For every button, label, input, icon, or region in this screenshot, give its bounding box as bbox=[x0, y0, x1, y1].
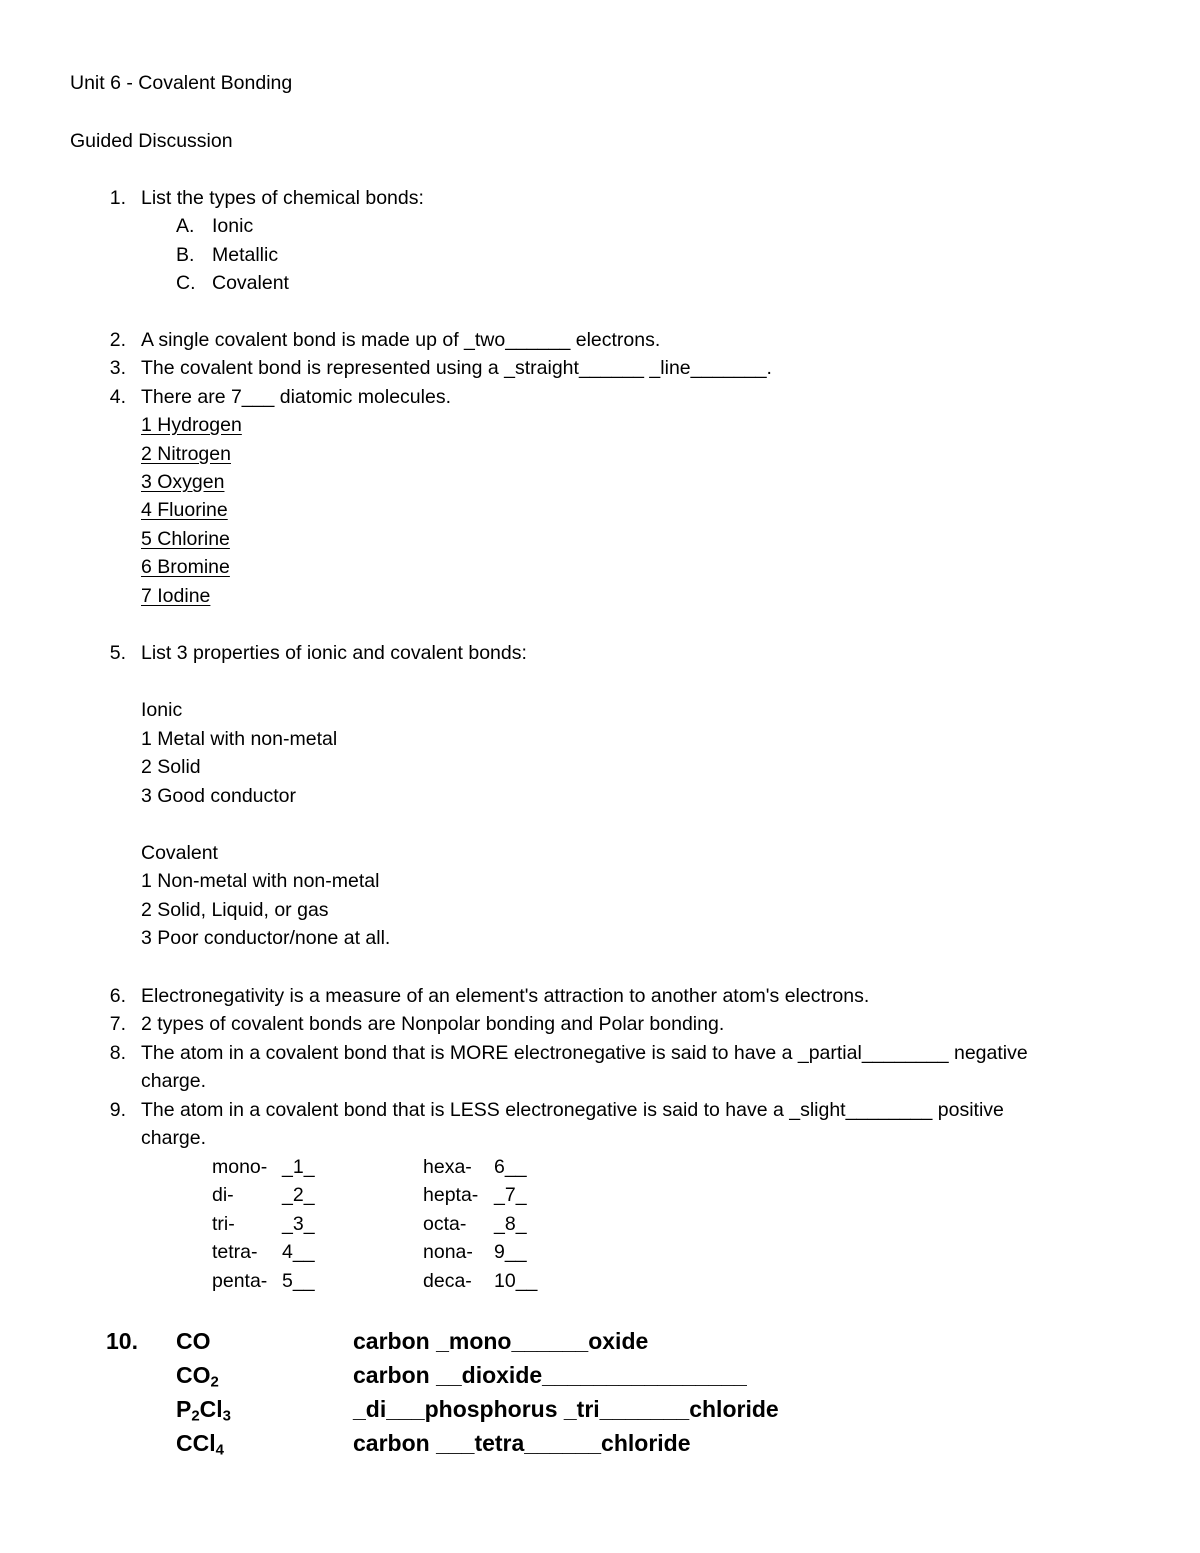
compound-name: carbon __dioxide________________ bbox=[353, 1362, 747, 1388]
prefix-value: _7_ bbox=[494, 1184, 527, 1206]
q1-number: 1. bbox=[109, 187, 126, 209]
compound-formula bbox=[176, 1430, 224, 1459]
prefix-label: octa- bbox=[423, 1213, 467, 1235]
diatomic-molecule: 7 Iodine bbox=[141, 585, 211, 607]
prefix-value: _8_ bbox=[494, 1213, 527, 1235]
q5-number: 5. bbox=[109, 642, 126, 664]
compound-name: carbon ___tetra______chloride bbox=[353, 1430, 691, 1456]
covalent-property: 2 Solid, Liquid, or gas bbox=[141, 899, 329, 921]
ionic-property: 1 Metal with non-metal bbox=[141, 728, 338, 750]
formula-part: P bbox=[176, 1396, 192, 1422]
q6-number: 6. bbox=[109, 985, 126, 1007]
covalent-heading: Covalent bbox=[141, 842, 218, 864]
prefix-value: 10__ bbox=[494, 1270, 538, 1292]
compound-formula bbox=[176, 1396, 231, 1425]
formula-subscript: 2 bbox=[191, 1407, 200, 1425]
covalent-property: 3 Poor conductor/none at all. bbox=[141, 927, 391, 949]
q2-number: 2. bbox=[109, 329, 126, 351]
q7-text: 2 types of covalent bonds are Nonpolar bonding and Polar bonding. bbox=[141, 1013, 725, 1035]
q10-number: 10. bbox=[106, 1328, 138, 1354]
formula-part: CO bbox=[176, 1362, 211, 1388]
prefix-value: _3_ bbox=[282, 1213, 315, 1235]
q8-text-continued: charge. bbox=[141, 1070, 207, 1092]
prefix-value: 9__ bbox=[494, 1241, 527, 1263]
formula-subscript: 2 bbox=[210, 1373, 219, 1391]
formula-part: CO bbox=[176, 1328, 211, 1354]
q9-text-continued: charge. bbox=[141, 1127, 207, 1149]
q3-number: 3. bbox=[109, 357, 126, 379]
compound-formula bbox=[176, 1362, 219, 1391]
q1-option-text: Ionic bbox=[212, 215, 254, 237]
compound-formula bbox=[176, 1330, 211, 1353]
formula-part: Cl bbox=[199, 1396, 223, 1422]
covalent-property: 1 Non-metal with non-metal bbox=[141, 870, 380, 892]
prefix-value: _1_ bbox=[282, 1156, 315, 1178]
prefix-label: di- bbox=[212, 1184, 234, 1206]
q8-number: 8. bbox=[109, 1042, 126, 1064]
prefix-value: _2_ bbox=[282, 1184, 315, 1206]
q1-option-letter: A. bbox=[176, 215, 195, 237]
diatomic-molecule: 1 Hydrogen bbox=[141, 414, 242, 436]
prefix-value: 5__ bbox=[282, 1270, 315, 1292]
ionic-property: 3 Good conductor bbox=[141, 785, 297, 807]
page-title: Unit 6 - Covalent Bonding bbox=[70, 72, 293, 94]
q6-text: Electronegativity is a measure of an element's attraction to another atom's electrons. bbox=[141, 985, 870, 1007]
compound-name: _di___phosphorus _tri_______chloride bbox=[353, 1396, 779, 1422]
prefix-label: tetra- bbox=[212, 1241, 258, 1263]
diatomic-molecule: 3 Oxygen bbox=[141, 471, 225, 493]
prefix-label: hepta- bbox=[423, 1184, 479, 1206]
q3-text: The covalent bond is represented using a _straight______ _line_______. bbox=[141, 357, 772, 379]
prefix-label: penta- bbox=[212, 1270, 268, 1292]
q9-text: The atom in a covalent bond that is LESS electronegative is said to have a _slight________ positive bbox=[141, 1099, 1004, 1121]
formula-subscript: 3 bbox=[222, 1407, 231, 1425]
prefix-label: deca- bbox=[423, 1270, 472, 1292]
q7-number: 7. bbox=[109, 1013, 126, 1035]
q4-text: There are 7___ diatomic molecules. bbox=[141, 386, 451, 408]
prefix-label: mono- bbox=[212, 1156, 268, 1178]
q9-number: 9. bbox=[109, 1099, 126, 1121]
q8-text: The atom in a covalent bond that is MORE electronegative is said to have a _partial________ negative bbox=[141, 1042, 1028, 1064]
compound-name: carbon _mono______oxide bbox=[353, 1328, 649, 1354]
q1-option-text: Covalent bbox=[212, 272, 289, 294]
q1-option-letter: C. bbox=[176, 272, 196, 294]
q5-text: List 3 properties of ionic and covalent bonds: bbox=[141, 642, 527, 664]
q1-option-letter: B. bbox=[176, 244, 195, 266]
q1-text: List the types of chemical bonds: bbox=[141, 187, 424, 209]
formula-subscript: 4 bbox=[215, 1441, 224, 1459]
ionic-property: 2 Solid bbox=[141, 756, 201, 778]
diatomic-molecule: 6 Bromine bbox=[141, 556, 230, 578]
formula-part: CCl bbox=[176, 1430, 216, 1456]
diatomic-molecule: 2 Nitrogen bbox=[141, 443, 231, 465]
prefix-label: tri- bbox=[212, 1213, 235, 1235]
q4-number: 4. bbox=[109, 386, 126, 408]
prefix-label: hexa- bbox=[423, 1156, 472, 1178]
diatomic-molecule: 4 Fluorine bbox=[141, 499, 228, 521]
prefix-value: 4__ bbox=[282, 1241, 315, 1263]
q1-option-text: Metallic bbox=[212, 244, 279, 266]
prefix-label: nona- bbox=[423, 1241, 473, 1263]
q2-text: A single covalent bond is made up of _two______ electrons. bbox=[141, 329, 661, 351]
ionic-heading: Ionic bbox=[141, 699, 183, 721]
diatomic-molecule: 5 Chlorine bbox=[141, 528, 230, 550]
page-subtitle: Guided Discussion bbox=[70, 130, 233, 152]
prefix-value: 6__ bbox=[494, 1156, 527, 1178]
